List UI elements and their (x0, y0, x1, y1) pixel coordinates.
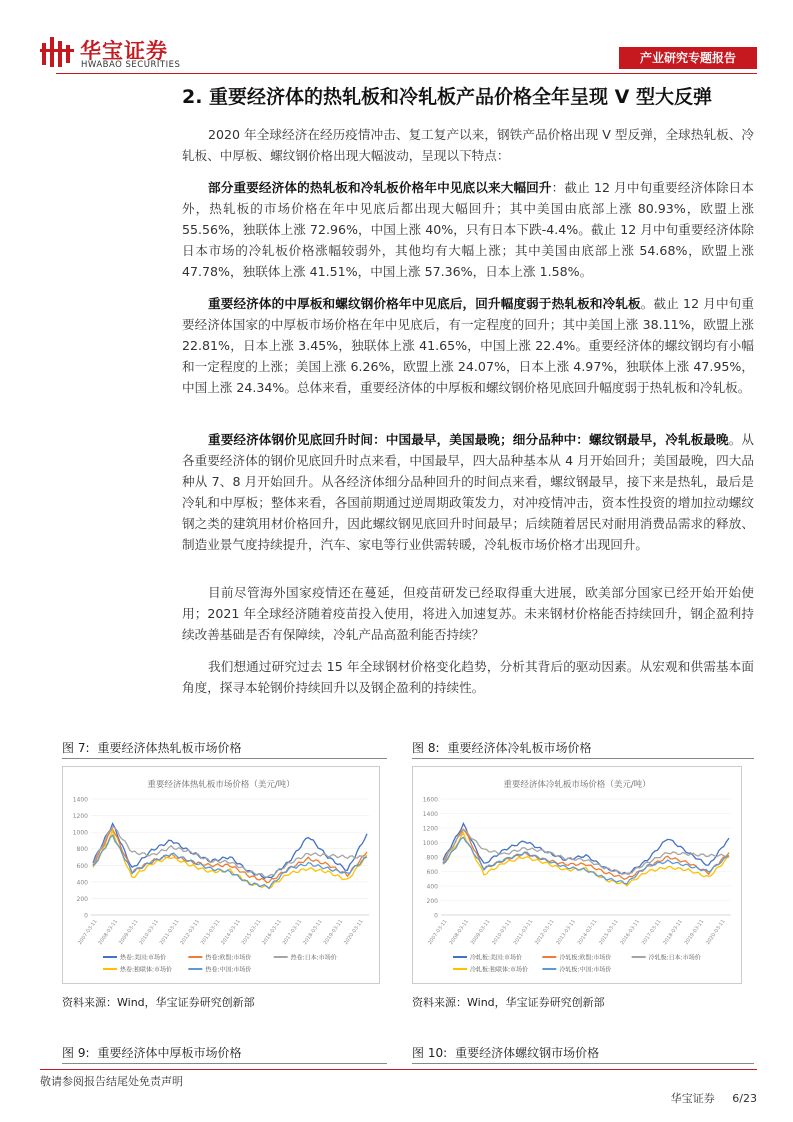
figure-9-caption (62, 1043, 387, 1064)
figure-7-title: 重要经济体热轧板市场价格 (97, 741, 242, 755)
paragraph-3-lead: 重要经济体的中厚板和螺纹钢价格年中见底后，回升幅度弱于热轧板和冷轧板 (208, 296, 641, 311)
legend-label: 热卷:中国:市场价 (205, 966, 252, 974)
legend-label: 热卷:日本:市场价 (290, 954, 337, 962)
x-tick-label: 2011-03-11 (512, 918, 535, 946)
paragraph-4-lead: 重要经济体钢价见底回升时间：中国最早，美国最晚；细分品种中：螺纹钢最早，冷轧板最晚 (208, 432, 729, 447)
x-tick-label: 2011-03-11 (158, 918, 181, 946)
paragraph-2-lead: 部分重要经济体的热轧板和冷轧板价格年中见底以来大幅回升 (208, 180, 552, 195)
legend-label: 冷轧板:美国:市场价 (470, 954, 523, 962)
figure-8-caption (412, 738, 754, 759)
x-tick-label: 2012-03-11 (533, 918, 556, 946)
footer-company: 华宝证券 (670, 1092, 715, 1105)
footer-page-number: 6/23 (732, 1092, 757, 1105)
y-tick-label: 0 (434, 912, 438, 920)
figure-7-chart (62, 766, 380, 984)
brand-mark-icon (40, 35, 74, 69)
figure-10-title: 重要经济体螺纹钢市场价格 (455, 1046, 600, 1060)
y-tick-label: 1200 (72, 813, 88, 821)
legend-label: 冷轧板:欧盟:市场价 (559, 954, 612, 962)
legend-label: 热卷:独联体:市场价 (120, 966, 173, 974)
paragraph-1-text: 2020 年全球经济在经历疫情冲击、复工复产以来，钢铁产品价格出现 V 型反弹，全球热轧板、冷轧板、中厚板、螺纹钢价格出现大幅波动，呈现以下特点： (182, 127, 754, 163)
paragraph-2 (182, 177, 754, 282)
section-title: 2. 重要经济体的热轧板和冷轧板产品价格全年呈现 V 型大反弹 (182, 86, 712, 108)
report-type-badge: 产业研究专题报告 (619, 47, 757, 69)
x-tick-label: 2014-03-11 (220, 918, 242, 946)
x-tick-label: 2007-03-11 (427, 918, 449, 946)
y-tick-label: 200 (426, 898, 438, 905)
figure-7-caption (62, 738, 387, 759)
y-tick-label: 800 (426, 854, 438, 862)
x-tick-label: 2008-03-11 (448, 918, 471, 946)
x-tick-label: 2014-03-11 (576, 918, 599, 946)
legend-label: 热卷:美国:市场价 (120, 954, 167, 962)
y-tick-label: 600 (76, 862, 88, 870)
x-tick-label: 2015-03-11 (240, 918, 263, 946)
figure-9-label: 图 9: (62, 1046, 90, 1060)
brand-name-cn: 华宝证券 (80, 39, 168, 63)
y-tick-label: 0 (84, 912, 88, 920)
legend-label: 冷轧板:独联体:市场价 (470, 966, 529, 974)
x-tick-label: 2013-03-11 (199, 918, 222, 946)
figure-8-source: 资料来源：Wind，华宝证券研究创新部 (412, 996, 605, 1009)
y-tick-label: 1600 (422, 796, 438, 804)
x-tick-label: 2020-03-11 (343, 918, 365, 946)
x-tick-label: 2013-03-11 (555, 918, 577, 946)
paragraph-6-text: 我们想通过研究过去 15 年全球钢材价格变化趋势，分析其背后的驱动因素。从宏观和供需基本面角度，探寻本轮钢价持续回升以及钢企盈利的持续性。 (182, 659, 754, 695)
brand-logo (40, 33, 200, 73)
paragraph-1 (182, 124, 754, 166)
legend-label: 冷轧板:日本:市场价 (648, 954, 701, 962)
x-tick-label: 2008-03-11 (97, 918, 120, 946)
legend-label: 冷轧板:中国:市场价 (559, 966, 612, 974)
series-line (93, 835, 367, 888)
x-tick-label: 2007-03-11 (77, 918, 99, 946)
x-tick-label: 2010-03-11 (138, 918, 161, 946)
paragraph-3 (182, 293, 754, 398)
figure-8-label: 图 8: (412, 741, 440, 755)
footer-page-info (671, 1090, 757, 1106)
y-tick-label: 1400 (72, 796, 88, 804)
figure-8-title: 重要经济体冷轧板市场价格 (447, 741, 592, 755)
figure-10-label: 图 10: (412, 1046, 448, 1060)
series-line (443, 833, 729, 886)
x-tick-label: 2019-03-11 (683, 918, 706, 946)
x-tick-label: 2015-03-11 (598, 918, 620, 946)
x-tick-label: 2017-03-11 (640, 918, 663, 946)
y-tick-label: 200 (76, 895, 88, 903)
footer-divider (40, 1069, 757, 1070)
brand-name-en: HWABAO SECURITIES (81, 60, 181, 70)
chart-title: 重要经济体冷轧板市场价格（美元/吨） (503, 780, 651, 790)
y-tick-label: 600 (426, 869, 438, 876)
x-tick-label: 2016-03-11 (619, 918, 642, 946)
figure-7-source: 资料来源：Wind，华宝证券研究创新部 (62, 996, 255, 1009)
x-tick-label: 2009-03-11 (469, 918, 492, 946)
paragraph-5-text: 目前尽管海外国家疫情还在蔓延，但疫苗研发已经取得重大进展，欧美部分国家已经开始开始使用；2021 年全球经济随着疫苗投入使用，将进入加速复苏。未来钢材价格能否持续回升，钢企盈利持续改善基础是否有保障续，冷轧产品高盈利能否持续？ (182, 585, 754, 642)
cold-rolled-price-chart (413, 767, 741, 983)
y-tick-label: 1400 (422, 811, 438, 818)
legend-label: 热卷:欧盟:市场价 (205, 954, 252, 962)
x-tick-label: 2016-03-11 (261, 918, 283, 946)
x-tick-label: 2017-03-11 (281, 918, 304, 946)
x-tick-label: 2012-03-11 (179, 918, 201, 946)
y-tick-label: 400 (426, 883, 438, 891)
hot-rolled-price-chart (63, 767, 379, 983)
x-tick-label: 2018-03-11 (662, 918, 684, 946)
paragraph-3-text: 。截止 12 月中旬重要经济体国家的中厚板市场价格在年中见底后，有一定程度的回升；其中美国上涨 38.11%，欧盟上涨 22.81%，日本上涨 3.45%，独联体上涨 41.65%，中国上涨 22.4%。重要经济体的螺纹钢均有小幅和一定程度的上涨；美国上涨 6.26%，欧盟上涨 24.07%，日本上涨 4.97%，独联体上涨 47.95%，中国上涨 24.34%。总体来看，重要经济体的中厚板和螺纹钢价格见底回升幅度弱于热轧板和冷轧板。 (182, 296, 754, 395)
chart-title: 重要经济体热轧板市场价格（美元/吨） (147, 780, 295, 790)
paragraph-4 (182, 429, 754, 555)
y-tick-label: 1200 (422, 825, 438, 833)
paragraph-2-text: ：截止 12 月中旬重要经济体除日本外，热轧板的市场价格在年中见底后都出现大幅回升；其中美国由底部上涨 80.93%，欧盟上涨 55.56%，独联体上涨 72.96%，中国上涨 40%，只有日本下跌-4.4%。截止 12 月中旬重要经济体除日本市场的冷轧板价格涨幅较弱外，其他均有大幅上涨；其中美国由底部上涨 54.68%，欧盟上涨 47.78%，独联体上涨 41.51%，中国上涨 57.36%，日本上涨 1.58%。 (182, 180, 754, 279)
figure-10-caption (412, 1043, 754, 1064)
figure-7-label: 图 7: (62, 741, 90, 755)
x-tick-label: 2020-03-11 (705, 918, 727, 946)
x-tick-label: 2010-03-11 (491, 918, 513, 946)
figure-8-chart (412, 766, 742, 984)
header-divider (56, 73, 757, 74)
x-tick-label: 2018-03-11 (302, 918, 324, 946)
figure-9-title: 重要经济体中厚板市场价格 (97, 1046, 242, 1060)
y-tick-label: 1000 (422, 840, 438, 847)
series-line (93, 831, 367, 889)
paragraph-6 (182, 656, 754, 698)
y-tick-label: 400 (76, 879, 88, 887)
paragraph-5 (182, 582, 754, 645)
x-tick-label: 2019-03-11 (322, 918, 345, 946)
paragraph-4-text: 。从各重要经济体的钢价见底回升时点来看，中国最早，四大品种基本从 4 月开始回升；美国最晚，四大品种从 7、8 月开始回升。从各经济体细分品种回升的时间点来看，螺纹钢最早，接下来是热轧，最后是冷轧和中厚板；整体来看，各国前期通过逆周期政策发力，对冲疫情冲击，资本性投资的增加拉动螺纹钢之类的建筑用材价格回升，因此螺纹钢见底回升时间最早；后续随着居民对耐用消费品需求的释放、制造业景气度持续提升，汽车、家电等行业供需转暖，冷轧板市场价格才出现回升。 (182, 432, 755, 552)
y-tick-label: 1000 (72, 829, 88, 837)
x-tick-label: 2009-03-11 (117, 918, 140, 946)
y-tick-label: 800 (76, 846, 88, 854)
footer-disclaimer: 敬请参阅报告结尾处免责声明 (40, 1075, 183, 1088)
